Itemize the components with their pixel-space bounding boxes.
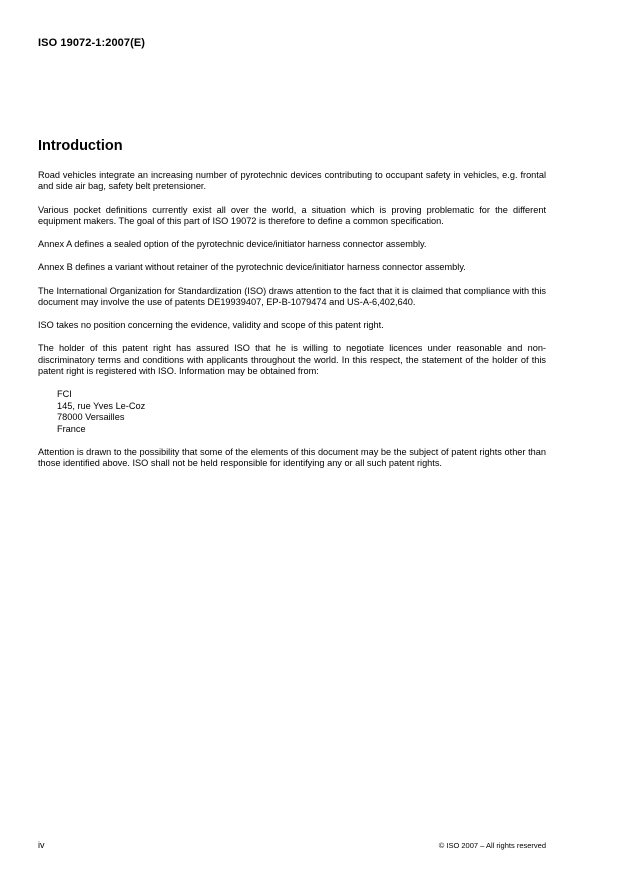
- document-identifier: ISO 19072-1:2007(E): [38, 37, 146, 49]
- address-line: 145, rue Yves Le-Coz: [57, 400, 146, 411]
- paragraph: Annex A defines a sealed option of the pyrotechnic device/initiator harness connector assembly.: [38, 239, 427, 250]
- paragraph: ISO takes no position concerning the evidence, validity and scope of this patent right.: [38, 320, 384, 331]
- paragraph: The holder of this patent right has assured ISO that he is willing to negotiate licences under reasonable and non-discriminatory terms and conditions with applicants throughout the world. In this respect, the statement of the holder of this patent right is registered with ISO. Information may be obtained from:: [38, 343, 546, 377]
- page-number: iv: [38, 840, 45, 850]
- paragraph: Various pocket definitions currently exist all over the world, a situation which is proving problematic for the different equipment makers. The goal of this part of ISO 19072 is therefore to define a common specification.: [38, 204, 546, 227]
- address-line: 78000 Versailles: [57, 412, 125, 423]
- copyright-notice: © ISO 2007 – All rights reserved: [438, 841, 546, 850]
- paragraph: Annex B defines a variant without retainer of the pyrotechnic device/initiator harness connector assembly.: [38, 262, 466, 273]
- paragraph: The International Organization for Standardization (ISO) draws attention to the fact that it is claimed that compliance with this document may involve the use of patents DE19939407, EP-B-1079474 and US-A-6,402,640.: [38, 285, 546, 308]
- patent-holder-address: [57, 389, 546, 435]
- address-line: FCI: [57, 389, 72, 400]
- paragraph: Road vehicles integrate an increasing number of pyrotechnic devices contributing to occupant safety in vehicles, e.g. frontal and side air bag, safety belt pretensioner.: [38, 170, 546, 192]
- address-line: France: [57, 423, 86, 434]
- closing-paragraph: Attention is drawn to the possibility that some of the elements of this document may be the subject of patent rights other than those identified above. ISO shall not be held responsible for identifying any or all such patent rights.: [38, 446, 546, 469]
- section-title: Introduction: [38, 138, 123, 154]
- body-content: [38, 170, 546, 481]
